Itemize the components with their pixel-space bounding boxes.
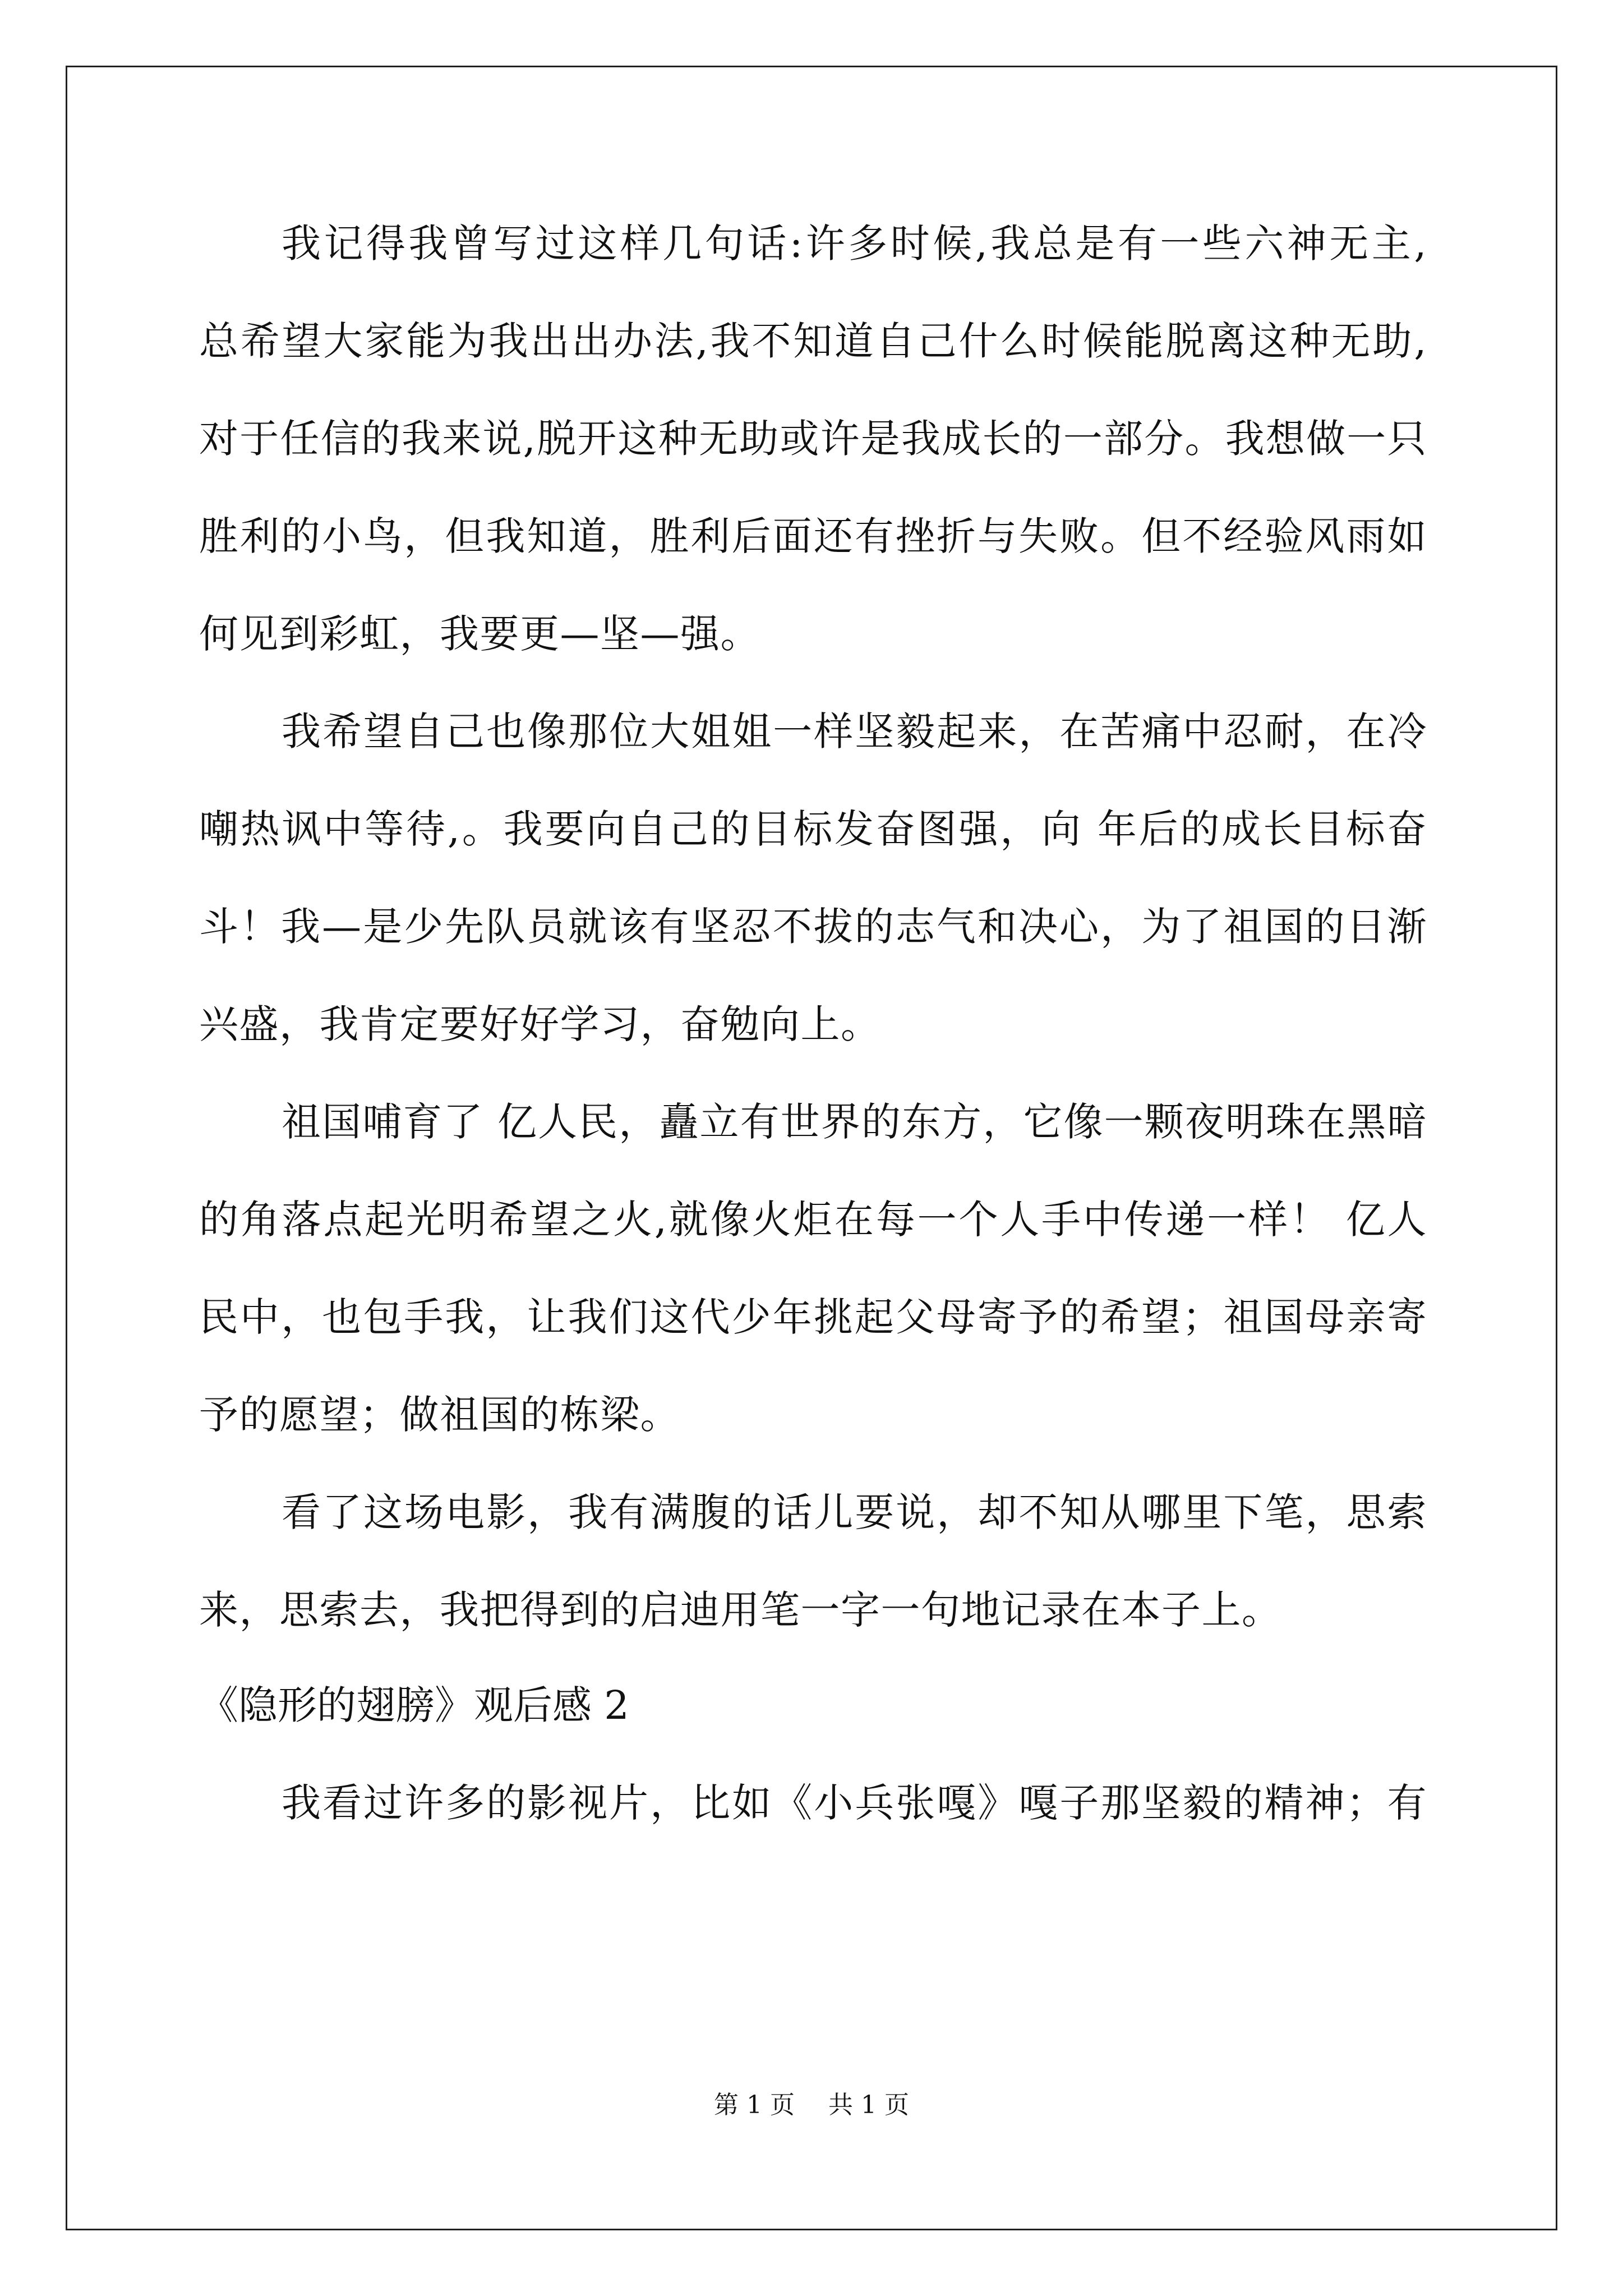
paragraph-2-line-2: 嘲热讽中等待,。我要向自己的目标发奋图强，向 年后的成长目标奋 [199,806,1428,852]
paragraph-1-line-3: 对于任信的我来说,脱开这种无助或许是我成长的一部分。我想做一只 [199,416,1427,462]
paragraph-1-line-5: 何见到彩虹，我要更—坚—强。 [199,611,760,657]
page-number: 第 1 页 [714,2091,795,2119]
paragraph-3-line-1: 祖国哺育了 亿人民，矗立有世界的东方，它像一颗夜明珠在黑暗 [282,1099,1427,1145]
paragraph-4-line-2: 来，思索去，我把得到的启迪用笔一字一句地记录在本子上。 [199,1587,1282,1633]
paragraph-5-line-1: 我看过许多的影视片，比如《小兵张嘎》嘎子那坚毅的精神；有 [282,1780,1427,1826]
paragraph-2-line-1: 我希望自己也像那位大姐姐一样坚毅起来，在苦痛中忍耐，在冷 [282,708,1427,754]
paragraph-3-line-3: 民中，也包手我，让我们这代少年挑起父母寄予的希望；祖国母亲寄 [199,1294,1427,1340]
paragraph-1-line-4: 胜利的小鸟，但我知道，胜利后面还有挫折与失败。但不经验风雨如 [199,513,1427,559]
page-total: 共 1 页 [828,2091,909,2119]
paragraph-2-line-3: 斗！我—是少先队员就该有坚忍不拔的志气和决心，为了祖国的日渐 [199,904,1427,950]
paragraph-2-line-4: 兴盛，我肯定要好好学习，奋勉向上。 [199,1001,881,1047]
page-footer [0,2088,1623,2122]
paragraph-4-line-1: 看了这场电影，我有满腹的话儿要说，却不知从哪里下笔，思索 [282,1489,1427,1535]
section-heading: 《隐形的翅膀》观后感 2 [199,1682,629,1728]
paragraph-1-line-1: 我记得我曾写过这样几句话:许多时候,我总是有一些六神无主, [282,220,1427,266]
paragraph-3-line-2: 的角落点起光明希望之火,就像火炬在每一个人手中传递一样！ 亿人 [199,1197,1428,1243]
paragraph-1-line-2: 总希望大家能为我出出办法,我不知道自己什么时候能脱离这种无助, [199,318,1427,364]
page-border [66,66,1557,2230]
paragraph-3-line-4: 予的愿望；做祖国的栋梁。 [199,1392,680,1438]
